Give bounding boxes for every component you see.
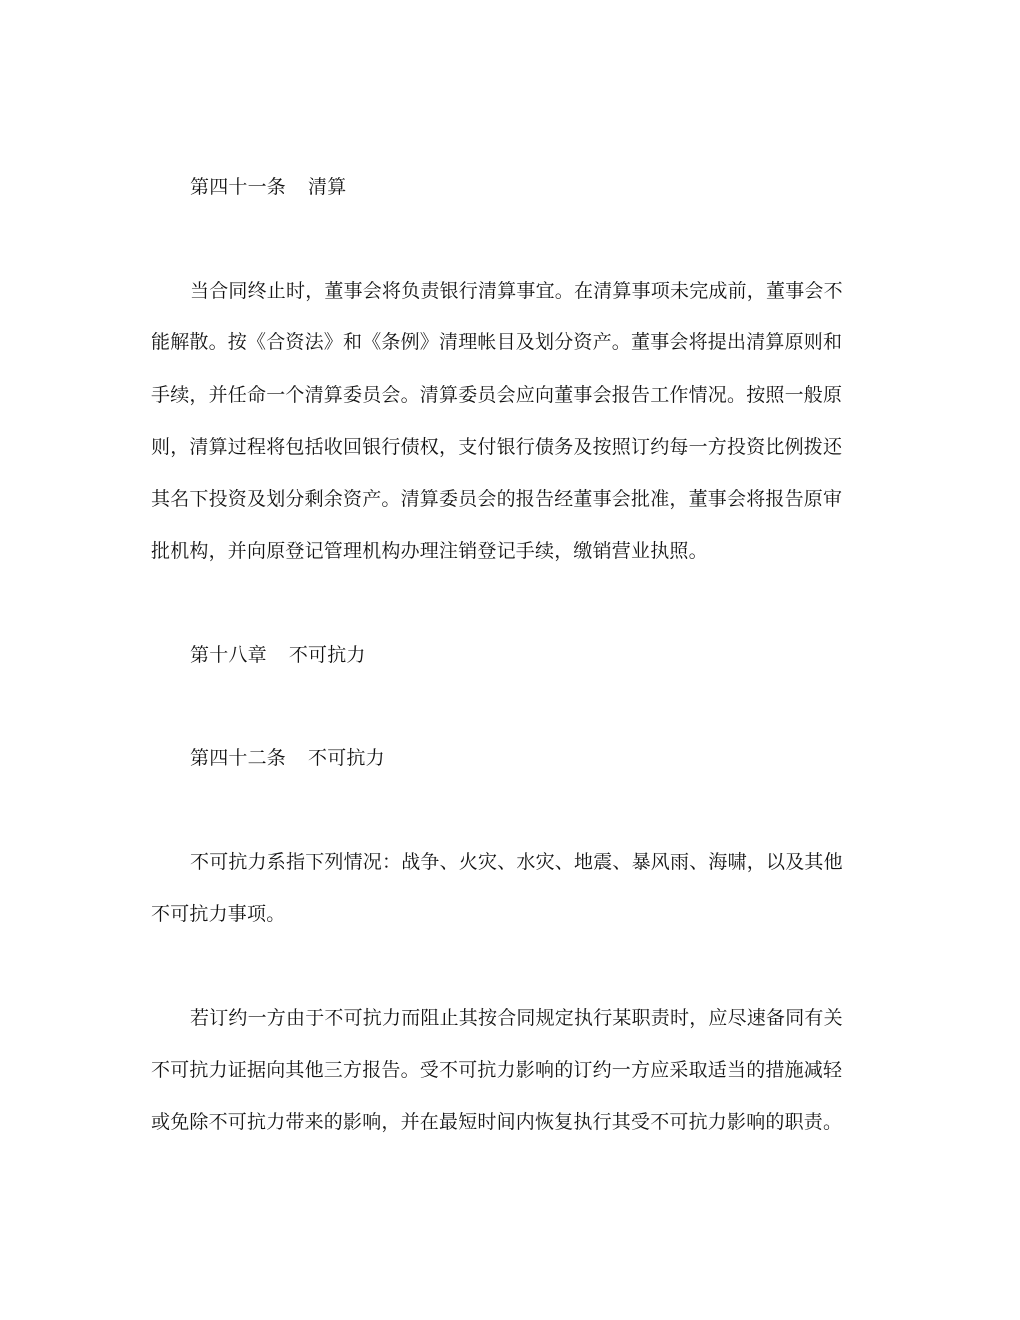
paragraph-line: 能解散。按《合资法》和《条例》清理帐目及划分资产。董事会将提出清算原则和 — [151, 331, 843, 353]
article-42-title: 不可抗力 — [308, 747, 385, 769]
paragraph-line: 不可抗力事项。 — [151, 903, 286, 925]
paragraph-line: 其名下投资及划分剩余资产。清算委员会的报告经董事会批准，董事会将报告原审 — [151, 488, 843, 510]
paragraph-line: 若订约一方由于不可抗力而阻止其按合同规定执行某职责时，应尽速备同有关 — [190, 1007, 843, 1029]
chapter-18-number: 第十八章 — [190, 644, 267, 666]
paragraph-line: 或免除不可抗力带来的影响，并在最短时间内恢复执行其受不可抗力影响的职责。 — [151, 1111, 843, 1133]
paragraph-line: 当合同终止时，董事会将负责银行清算事宜。在清算事项未完成前，董事会不 — [190, 280, 843, 302]
chapter-18-title: 不可抗力 — [288, 644, 366, 666]
paragraph-line: 不可抗力系指下列情况：战争、火灾、水灾、地震、暴风雨、海啸，以及其他 — [190, 851, 843, 873]
article-41-heading — [190, 175, 346, 199]
chapter-18-heading — [190, 643, 366, 667]
paragraph-line: 手续，并任命一个清算委员会。清算委员会应向董事会报告工作情况。按照一般原 — [151, 384, 843, 406]
paragraph-line: 批机构，并向原登记管理机构办理注销登记手续，缴销营业执照。 — [151, 540, 708, 562]
article-42-heading — [190, 746, 385, 770]
paragraph-line: 不可抗力证据向其他三方报告。受不可抗力影响的订约一方应采取适当的措施减轻 — [151, 1059, 843, 1081]
article-41-title: 清算 — [308, 176, 347, 198]
article-41-number: 第四十一条 — [190, 176, 287, 198]
article-42-number: 第四十二条 — [190, 747, 287, 769]
paragraph-line: 则，清算过程将包括收回银行债权，支付银行债务及按照订约每一方投资比例拨还 — [151, 436, 843, 458]
